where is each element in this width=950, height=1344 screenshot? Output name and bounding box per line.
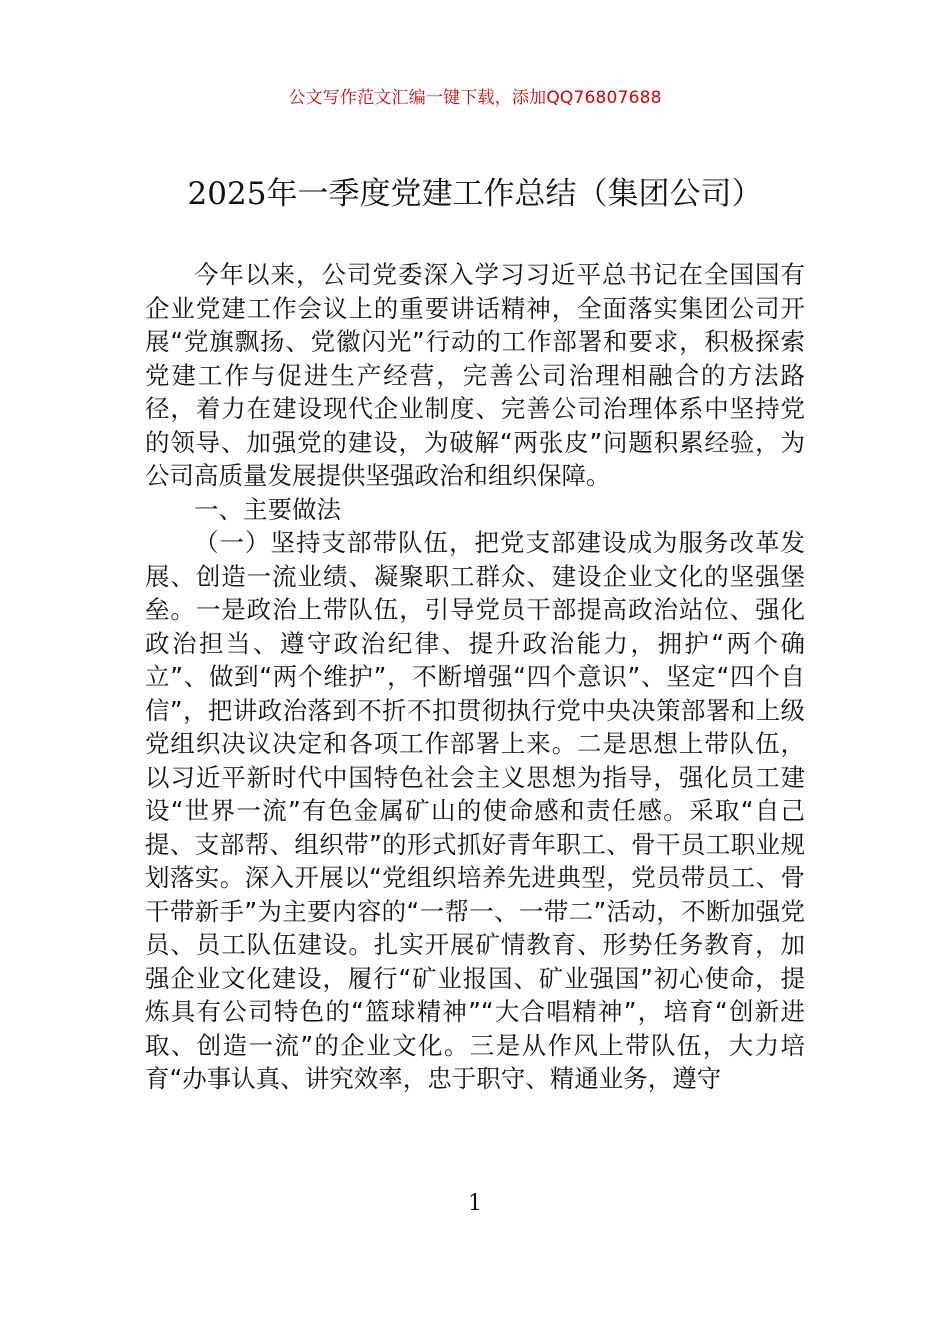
document-title: 2025年一季度党建工作总结（集团公司） (187, 176, 763, 212)
section-heading: 一、主要做法 (194, 494, 341, 524)
intro-paragraph: 今年以来，公司党委深入学习习近平总书记在全国国有企业党建工作会议上的重要讲话精神，全面落实集团公司开展“党旗飘扬、党徽闪光”行动的工作部署和要求，积极探索党建工作与促进生产经营，完善公司治理相融合的方法路径，着力在建设现代企业制度、完善公司治理体系中坚持党的领导、加强党的建设，为破解“两张皮”问题积累经验，为公司高质量发展提供坚强政治和组织保障。 (145, 260, 805, 490)
download-notice: 公文写作范文汇编一键下载，添加QQ76807688 (288, 88, 662, 108)
document-body (145, 258, 805, 1096)
section-paragraph: （一）坚持支部带队伍，把党支部建设成为服务改革发展、创造一流业绩、凝聚职工群众、建设企业文化的坚强堡垒。一是政治上带队伍，引导党员干部提高政治站位、强化政治担当、遵守政治纪律、提升政治能力，拥护“两个确立”、做到“两个维护”，不断增强“四个意识”、坚定“四个自信”，把讲政治落到不折不扣贯彻执行党中央决策部署和上级党组织决议决定和各项工作部署上来。二是思想上带队伍，以习近平新时代中国特色社会主义思想为指导，强化员工建设“世界一流”有色金属矿山的使命感和责任感。采取“自己提、支部帮、组织带”的形式抓好青年职工、骨干员工职业规划落实。深入开展以“党组织培养先进典型，党员带员工、骨干带新手”为主要内容的“一帮一、一带二”活动，不断加强党员、员工队伍建设。扎实开展矿情教育、形势任务教育，加强企业文化建设，履行“矿业报国、矿业强国”初心使命，提炼具有公司特色的“篮球精神”“大合唱精神”，培育“创新进取、创造一流”的企业文化。三是从作风上带队伍，大力培育“办事认真、讲究效率，忠于职守、精通业务，遵守 (145, 528, 805, 1093)
page-number: 1 (468, 1191, 482, 1216)
